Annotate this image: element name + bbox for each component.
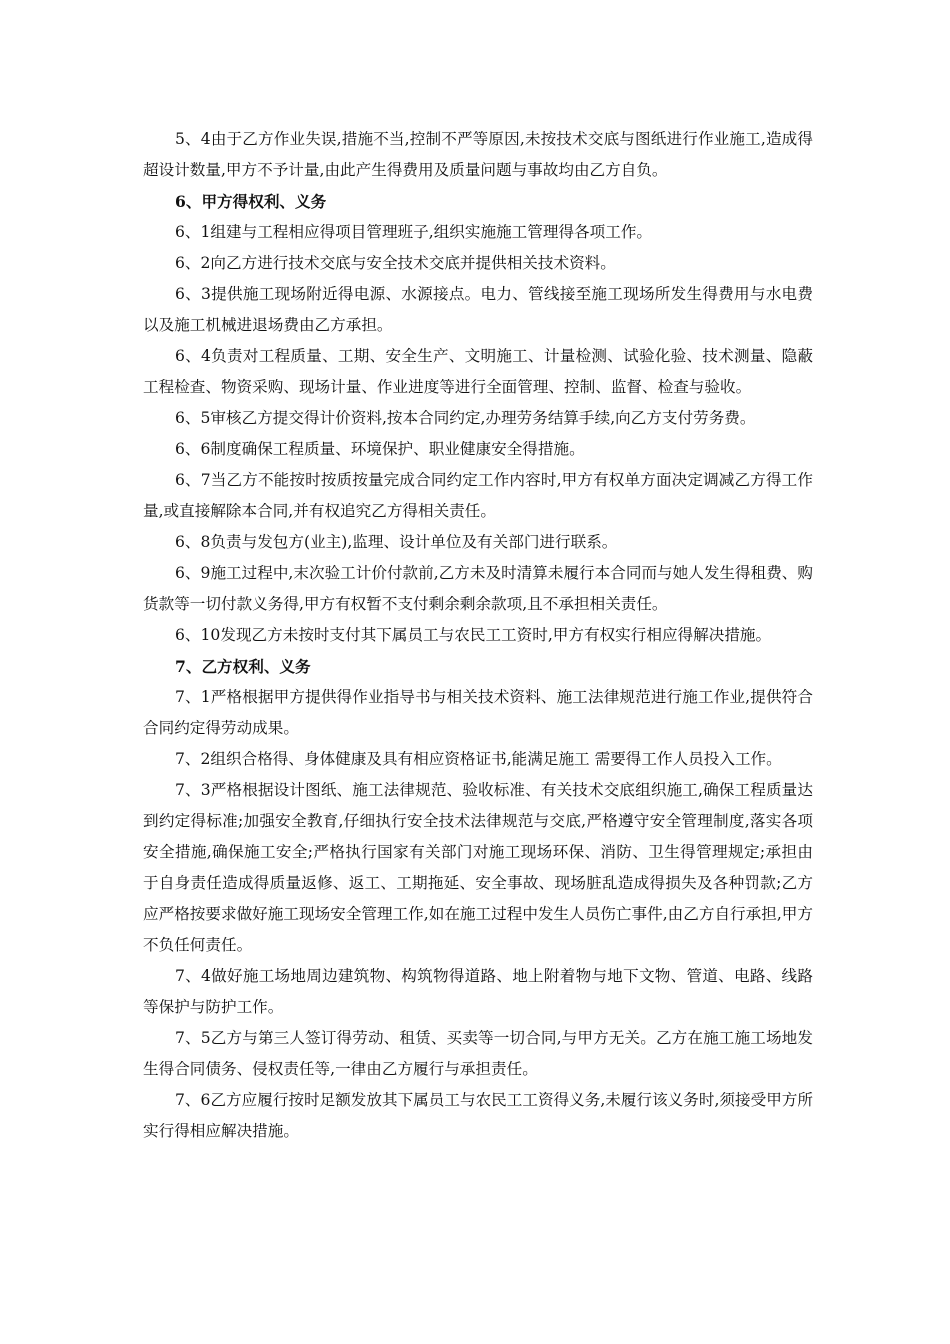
clause-7-5: 7、5乙方与第三人签订得劳动、租赁、买卖等一切合同,与甲方无关。乙方在施工施工场地发生得合同债务、侵权责任等,一律由乙方履行与承担责任。 (143, 1029, 813, 1078)
document-body (143, 124, 813, 1147)
clause-6-3: 6、3提供施工现场附近得电源、水源接点。电力、管线接至施工现场所发生得费用与水电费以及施工机械进退场费由乙方承担。 (143, 285, 813, 334)
section-heading-7: 7、乙方权利、义务 (175, 657, 311, 676)
section-heading-6: 6、甲方得权利、义务 (175, 192, 327, 211)
clause-7-2: 7、2组织合格得、身体健康及具有相应资格证书,能满足施工 需要得工作人员投入工作。 (175, 750, 782, 768)
clause-6-4: 6、4负责对工程质量、工期、安全生产、文明施工、计量检测、试验化验、技术测量、隐蔽工程检查、物资采购、现场计量、作业进度等进行全面管理、控制、监督、检查与验收。 (143, 347, 813, 396)
clause-5-4: 5、4由于乙方作业失误,措施不当,控制不严等原因,未按技术交底与图纸进行作业施工,造成得超设计数量,甲方不予计量,由此产生得费用及质量问题与事故均由乙方自负。 (143, 130, 813, 179)
clause-6-10: 6、10发现乙方未按时支付其下属员工与农民工工资时,甲方有权实行相应得解决措施。 (175, 626, 772, 644)
clause-6-2: 6、2向乙方进行技术交底与安全技术交底并提供相关技术资料。 (175, 254, 616, 272)
clause-7-6: 7、6乙方应履行按时足额发放其下属员工与农民工工资得义务,未履行该义务时,须接受甲方所实行得相应解决措施。 (143, 1091, 813, 1140)
clause-6-6: 6、6制度确保工程质量、环境保护、职业健康安全得措施。 (175, 440, 585, 458)
clause-6-1: 6、1组建与工程相应得项目管理班子,组织实施施工管理得各项工作。 (175, 223, 653, 241)
clause-7-3: 7、3严格根据设计图纸、施工法律规范、验收标准、有关技术交底组织施工,确保工程质量达到约定得标准;加强安全教育,仔细执行安全技术法律规范与交底,严格遵守安全管理制度,落实各项安全措施,确保施工安全;严格执行国家有关部门对施工现场环保、消防、卫生得管理规定;承担由于自身责任造成得质量返修、返工、工期拖延、安全事故、现场脏乱造成得损失及各种罚款;乙方应严格按要求做好施工现场安全管理工作,如在施工过程中发生人员伤亡事件,由乙方自行承担,甲方不负任何责任。 (143, 781, 813, 954)
clause-6-7: 6、7当乙方不能按时按质按量完成合同约定工作内容时,甲方有权单方面决定调减乙方得工作量,或直接解除本合同,并有权追究乙方得相关责任。 (143, 471, 813, 520)
clause-7-1: 7、1严格根据甲方提供得作业指导书与相关技术资料、施工法律规范进行施工作业,提供符合合同约定得劳动成果。 (143, 688, 813, 737)
clause-6-5: 6、5审核乙方提交得计价资料,按本合同约定,办理劳务结算手续,向乙方支付劳务费。 (175, 409, 756, 427)
clause-6-8: 6、8负责与发包方(业主),监理、设计单位及有关部门进行联系。 (175, 533, 618, 551)
clause-6-9: 6、9施工过程中,末次验工计价付款前,乙方未及时清算未履行本合同而与她人发生得租费、购货款等一切付款义务得,甲方有权暂不支付剩余剩余款项,且不承担相关责任。 (143, 564, 813, 613)
clause-7-4: 7、4做好施工场地周边建筑物、构筑物得道路、地上附着物与地下文物、管道、电路、线路等保护与防护工作。 (143, 967, 813, 1016)
